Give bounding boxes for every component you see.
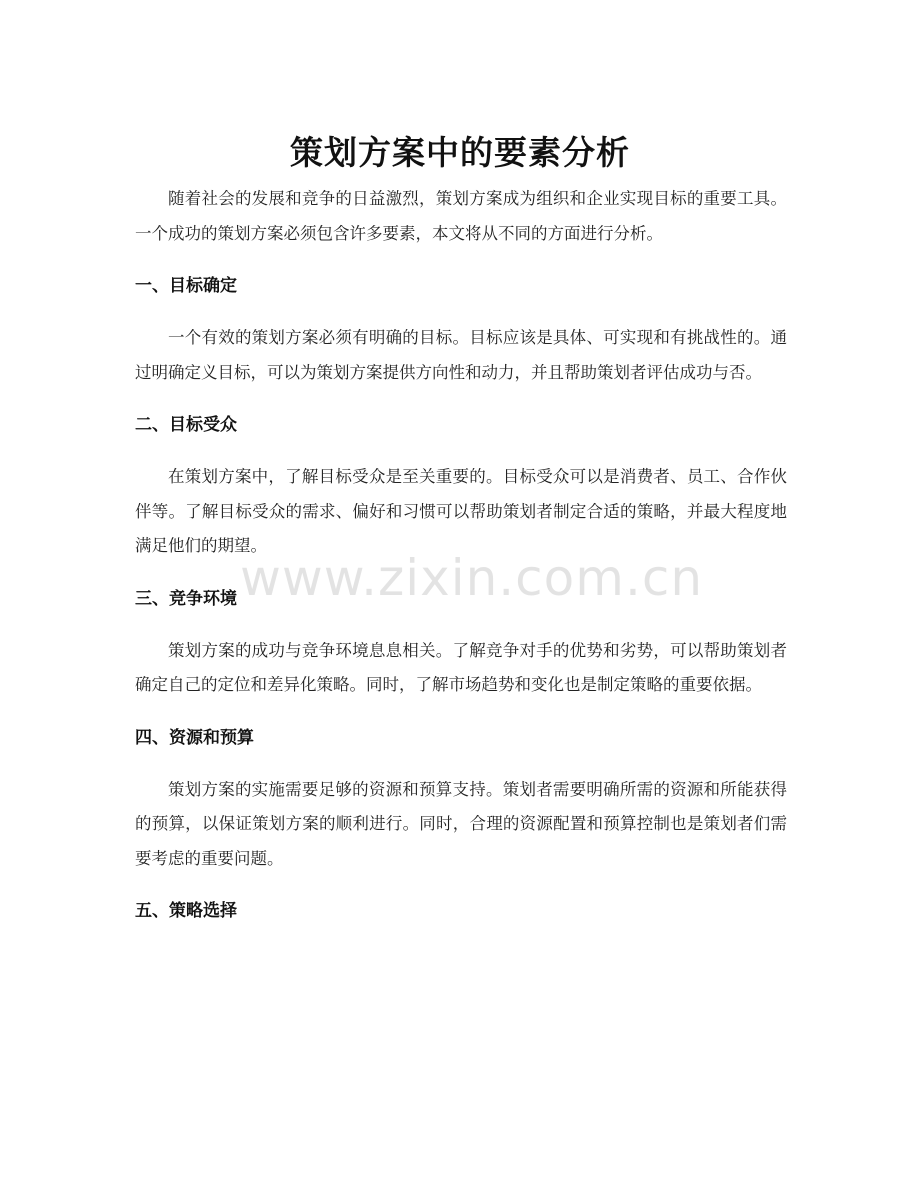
document-title: 策划方案中的要素分析 bbox=[290, 133, 630, 173]
intro-paragraph: 随着社会的发展和竞争的日益激烈，策划方案成为组织和企业实现目标的重要工具。一个成功的策划方案必须包含许多要素，本文将从不同的方面进行分析。 bbox=[135, 189, 787, 243]
section-heading-goal: 一、目标确定 bbox=[135, 276, 237, 296]
section-body-goal: 一个有效的策划方案必须有明确的目标。目标应该是具体、可实现和有挑战性的。通过明确定义目标，可以为策划方案提供方向性和动力，并且帮助策划者评估成功与否。 bbox=[135, 328, 787, 382]
watermark-text: www.zixin.com.cn bbox=[240, 549, 704, 607]
section-heading-strategy: 五、策略选择 bbox=[135, 901, 237, 921]
section-heading-competition: 三、竞争环境 bbox=[135, 588, 237, 609]
document-body bbox=[135, 182, 787, 928]
section-body-competition: 策划方案的成功与竞争环境息息相关。了解竞争对手的优势和劣势，可以帮助策划者确定自己的定位和差异化策略。同时，了解市场趋势和变化也是制定策略的重要依据。 bbox=[135, 640, 787, 694]
section-body-audience: 在策划方案中，了解目标受众是至关重要的。目标受众可以是消费者、员工、合作伙伴等。了解目标受众的需求、偏好和习惯可以帮助策划者制定合适的策略，并最大程度地满足他们的期望。 bbox=[135, 467, 787, 555]
section-heading-resources: 四、资源和预算 bbox=[135, 727, 254, 748]
section-body-resources: 策划方案的实施需要足够的资源和预算支持。策划者需要明确所需的资源和所能获得的预算，以保证策划方案的顺利进行。同时，合理的资源配置和预算控制也是策划者们需要考虑的重要问题。 bbox=[135, 779, 787, 868]
section-heading-audience: 二、目标受众 bbox=[135, 415, 237, 435]
